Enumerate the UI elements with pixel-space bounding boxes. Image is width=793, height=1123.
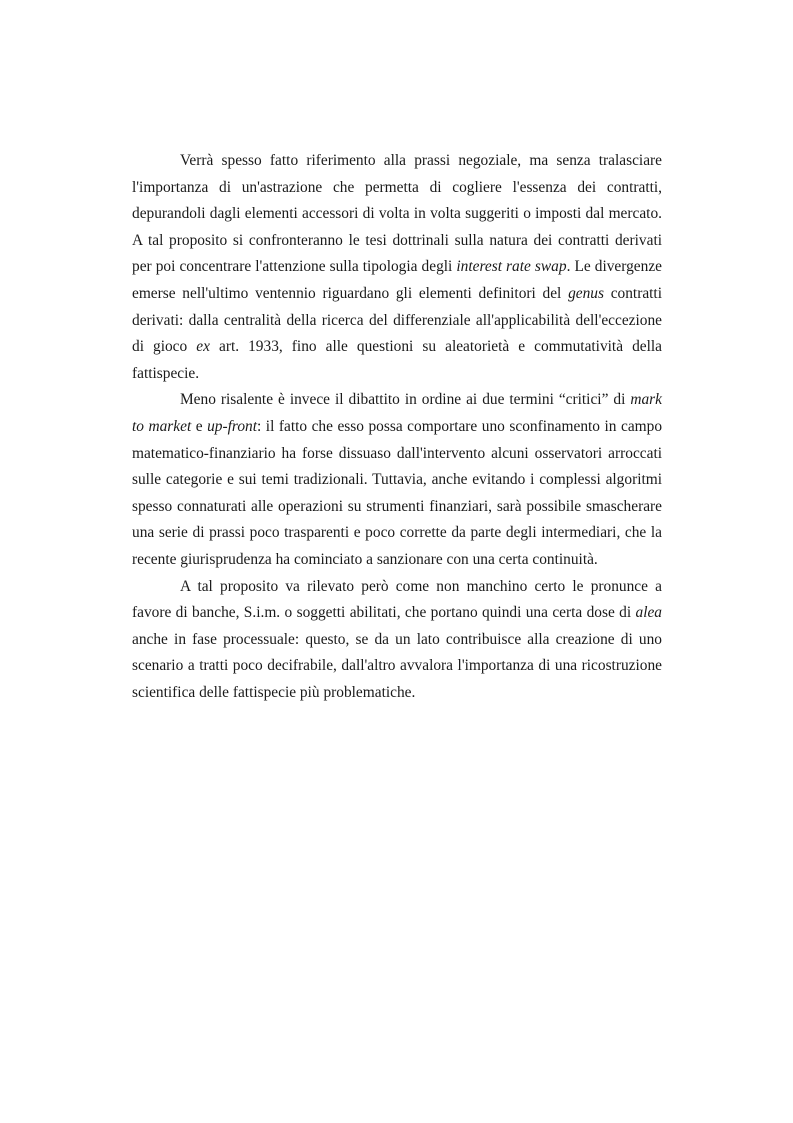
paragraph [132, 574, 662, 707]
text-run: : il fatto che esso possa comportare uno sconfinamento in campo matematico-finanziario ha forse dissuaso dall'intervento alcuni osservatori arroccati sulle categorie e sui temi tradizionali. Tuttavia, anche evitando i complessi algoritmi spesso connaturati alle operazioni su strumenti finanziari, sarà possibile smascherare una serie di prassi poco trasparenti e poco corrette da parte degli intermediari, che la recente giurisprudenza ha cominciato a sanzionare con una certa continuità. [132, 417, 663, 568]
text-run: A tal proposito va rilevato però come non manchino certo le pronunce a favore di banche, S.i.m. o soggetti abilitati, che portano quindi una certa dose di [132, 577, 662, 622]
paragraph [132, 387, 662, 573]
italic-term: mark to market [132, 391, 662, 435]
italic-term: interest rate swap [456, 258, 567, 276]
italic-term: genus [568, 284, 604, 302]
text-run: Verrà spesso fatto riferimento alla prassi negoziale, ma senza tralasciare l'importanza di un'astrazione che permetta di cogliere l'essenza dei contratti, depurandoli dagli elementi accessori di volta in volta suggeriti o imposti dal mercato. A tal proposito si confronteranno le tesi dottrinali sulla natura dei contratti derivati per poi concentrare l'attenzione sulla tipologia degli [132, 152, 662, 276]
italic-term: ex [196, 338, 210, 356]
text-run: anche in fase processuale: questo, se da un lato contribuisce alla creazione di uno scenario a tratti poco decifrabile, dall'altro avvalora l'importanza di una ricostruzione scientifica delle fattispecie più problematiche. [132, 630, 662, 701]
italic-term: up-front [207, 417, 257, 435]
text-run: contratti derivati: dalla centralità della ricerca del differenziale all'applicabilità dell'eccezione di gioco [132, 284, 662, 356]
body-text [132, 148, 662, 706]
text-run: e [191, 417, 208, 435]
text-run: art. 1933, fino alle questioni su aleatorietà e commutatività della fattispecie. [132, 338, 662, 382]
italic-term: alea [635, 604, 662, 622]
paragraph [132, 148, 662, 387]
text-run: Meno risalente è invece il dibattito in ordine ai due termini “critici” di [180, 391, 631, 409]
text-run: . Le divergenze emerse nell'ultimo ventennio riguardano gli elementi definitori del [132, 258, 662, 302]
